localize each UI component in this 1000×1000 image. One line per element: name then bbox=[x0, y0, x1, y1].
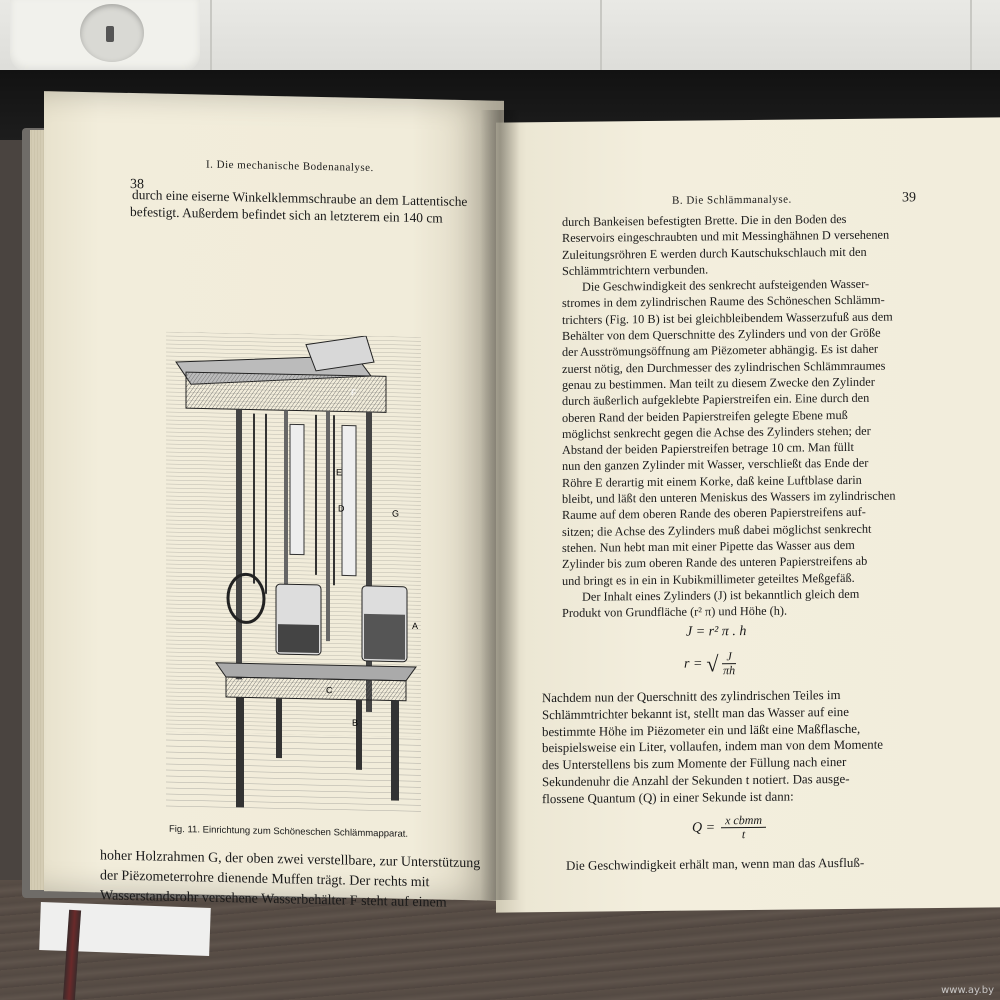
text-line: befestigt. Außerdem befindet sich an letzterem ein 140 cm bbox=[130, 203, 443, 226]
fraction-denominator: πh bbox=[723, 663, 736, 678]
left-top-text bbox=[130, 187, 482, 228]
power-outlet bbox=[10, 0, 200, 72]
right-last-line bbox=[566, 854, 946, 875]
text-line: Die Geschwindigkeit des senkrecht aufsteigenden Wasser- bbox=[582, 276, 870, 294]
apparatus-illustration bbox=[166, 332, 421, 819]
figure-label-C: C bbox=[326, 685, 333, 696]
figure-label-D: D bbox=[338, 503, 345, 514]
text-line: Abstand der beiden Papierstreifen betrage 10 cm. Man füllt bbox=[562, 440, 854, 458]
tile-joint bbox=[600, 0, 602, 80]
text-line: hoher Holzrahmen G, der oben zwei verstellbare, zur Unterstützung bbox=[100, 848, 481, 872]
fraction bbox=[722, 650, 735, 677]
fraction-denominator: t bbox=[741, 827, 746, 842]
tile-joint bbox=[210, 0, 212, 80]
text-line: Behälter von dem Querschnitte des Zylinders und von der Größe bbox=[562, 325, 881, 344]
text-line: Schlämmtrichter bekannt ist, stellt man das Wasser auf eine bbox=[542, 704, 849, 722]
text-line: Raume auf dem oberen Rande des oberen Papierstreifens auf- bbox=[562, 505, 866, 523]
formula-radius bbox=[684, 650, 736, 678]
page-number-right: 39 bbox=[902, 190, 916, 206]
text-line: Reservoirs eingeschraubten und mit Messinghähnen D versehenen bbox=[562, 227, 890, 246]
text-line: Der Inhalt eines Zylinders (J) ist bekanntlich gleich dem bbox=[582, 586, 860, 604]
text-line: durch äußerlich aufgeklebte Papierstreifen ein. Eine durch den bbox=[562, 390, 870, 409]
text-line: durch Bankeisen befestigten Brette. Die in den Boden des bbox=[562, 211, 847, 229]
figure-caption: Fig. 11. Einrichtung zum Schöneschen Schlämmapparat. bbox=[169, 823, 409, 840]
figure-label-B: B bbox=[352, 717, 359, 728]
right-text-block1 bbox=[562, 210, 918, 621]
text-line: möglichst senkrecht gegen die Achse des Zylinders stehen; der bbox=[562, 423, 871, 441]
text-line: stehen. Nun hebt man mit einer Pipette das Wasser aus dem bbox=[562, 537, 855, 555]
fraction-numerator: x cbmm bbox=[721, 814, 766, 828]
text-line: nun den ganzen Zylinder mit Wasser, verschließt das Ende der bbox=[562, 456, 869, 474]
figure-label-E: E bbox=[336, 467, 343, 478]
watermark: www.ay.by bbox=[941, 985, 994, 996]
left-bottom-text bbox=[100, 846, 490, 914]
text-line: beispielsweise ein Liter, vollaufen, indem man von dem Momente bbox=[542, 737, 883, 756]
text-line: Wasserstandsrohr versehene Wasserbehälter F steht auf einem bbox=[100, 888, 447, 911]
text-line: zuerst nötig, den Durchmesser des zylindrischen Schlämmraumes bbox=[562, 358, 886, 376]
formula-volume: J = r² π . h bbox=[686, 624, 747, 640]
loose-paper bbox=[39, 902, 211, 956]
running-head-right: B. Die Schlämmanalyse. bbox=[672, 193, 792, 207]
figure-label-G: G bbox=[392, 508, 400, 519]
figure-label-F: F bbox=[351, 387, 357, 398]
text-line: oberen Rand der beiden Papierstreifen gelegte Ebene muß bbox=[562, 407, 848, 425]
text-line: bestimmte Höhe im Piëzometer ein und läßt eine Maßflasche, bbox=[542, 721, 861, 739]
right-page bbox=[496, 117, 1000, 912]
text-line: der Piëzometerrohre dienende Muffen trägt. Der rechts mit bbox=[100, 868, 430, 891]
text-line: stromes in dem zylindrischen Raume des Schöneschen Schlämm- bbox=[562, 293, 885, 311]
outlet-socket bbox=[80, 4, 144, 62]
fraction bbox=[721, 814, 766, 841]
formula-quantity bbox=[692, 814, 766, 842]
sqrt-icon: √ bbox=[706, 650, 719, 676]
text-line: Die Geschwindigkeit erhält man, wenn man das Ausfluß- bbox=[566, 854, 865, 873]
text-line: trichters (Fig. 10 B) ist bei gleichbleibendem Wasserzufuß aus dem bbox=[562, 309, 893, 327]
text-line: Röhre E derartig mit einem Korke, daß keine Luftblase darin bbox=[562, 472, 862, 490]
page-number-left: 38 bbox=[130, 176, 144, 193]
right-text-block2 bbox=[542, 686, 922, 808]
book-gutter-shadow bbox=[480, 110, 520, 900]
running-head-left: I. Die mechanische Bodenanalyse. bbox=[206, 158, 374, 175]
text-line: Produkt von Grundfläche (r² π) und Höhe (h). bbox=[562, 603, 788, 621]
text-line: des Unterstellens bis zum Momente der Füllung nach einer bbox=[542, 755, 847, 773]
text-line: Sekundenuhr die Anzahl der Sekunden t notiert. Das ausge- bbox=[542, 771, 850, 790]
text-line: sitzen; die Achse des Zylinders muß dabei möglichst senkrecht bbox=[562, 521, 872, 539]
text-line: Nachdem nun der Querschnitt des zylindrischen Teiles im bbox=[542, 688, 841, 706]
left-page bbox=[44, 91, 504, 911]
text-line: flossene Quantum (Q) in einer Sekunde ist dann: bbox=[542, 789, 794, 806]
text-line: durch eine eiserne Winkelklemmschraube an dem Lattentische bbox=[132, 187, 468, 210]
text-line: und bringt es in ein in Kubikmillimeter geteiltes Meßgefäß. bbox=[562, 570, 855, 588]
formula-lhs: r = bbox=[684, 655, 703, 672]
text-line: der Ausströmungsöffnung am Piëzometer abhängig. Es ist daher bbox=[562, 342, 879, 360]
figure-label-A: A bbox=[412, 620, 419, 632]
tile-joint bbox=[970, 0, 972, 80]
figure-schlaemmapparat bbox=[166, 332, 421, 819]
text-line: Zuleitungsröhren E werden durch Kautschukschlauch mit den bbox=[562, 244, 867, 262]
fraction-numerator: J bbox=[722, 650, 735, 664]
text-line: Schlämmtrichtern verbunden. bbox=[562, 262, 709, 278]
text-line: genau zu bestimmen. Man teilt zu diesem Zwecke den Zylinder bbox=[562, 374, 875, 392]
text-line: Zylinder bis zum oberen Rande des unteren Papierstreifens ab bbox=[562, 553, 868, 572]
formula-lhs: Q = bbox=[692, 819, 716, 836]
text-line: bleibt, und läßt den unteren Meniskus des Wassers im zylindrischen bbox=[562, 488, 896, 506]
outlet-pin bbox=[106, 26, 114, 42]
